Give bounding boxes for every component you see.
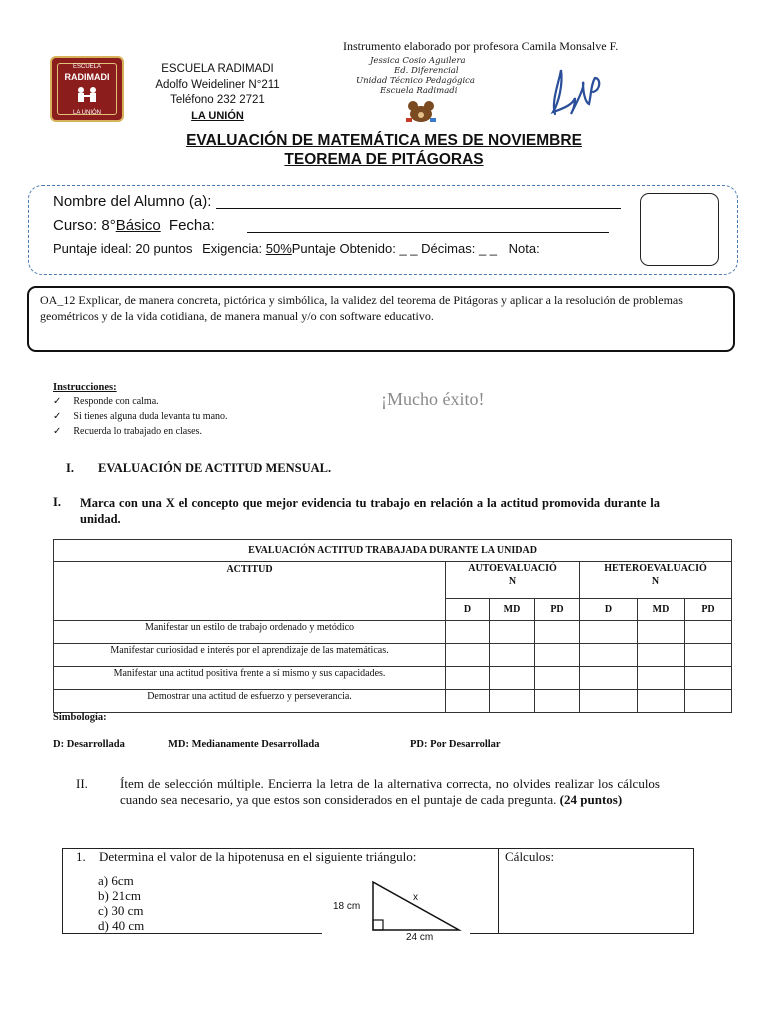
section2-instructions: Ítem de selección múltiple. Encierra la letra de la alternativa correcta, no olvides realizar los cálculos cuando sea necesario, ya que estos son considerados en el puntaje de cada pregunta. — [120, 776, 660, 807]
school-city: LA UNIÓN — [191, 109, 244, 122]
logo-top-text: ESCUELA — [72, 64, 101, 70]
col-autoevaluacion: AUTOEVALUACIÓ N — [446, 562, 580, 599]
sub-col: MD — [490, 599, 535, 621]
instruction-item: ✓ Si tienes alguna duda levanta tu mano. — [53, 411, 228, 422]
student-name-field[interactable] — [216, 208, 621, 209]
school-name: ESCUELA RADIMADI — [161, 63, 274, 75]
option-a[interactable]: a) 6cm — [98, 873, 134, 888]
stamp-line: Unidad Técnico Pedagógica — [356, 76, 476, 86]
exigencia-value: 50% — [265, 241, 292, 256]
score-ideal: Puntaje ideal: 20 puntos — [53, 241, 193, 256]
course-field — [53, 217, 215, 234]
sub-col: D — [580, 599, 638, 621]
instruction-item: ✓ Recuerda lo trabajado en clases. — [53, 426, 202, 437]
calculations-area[interactable] — [500, 866, 692, 932]
course-label: Curso: 8° — [53, 217, 116, 234]
col-actitud: ACTITUD — [54, 562, 446, 621]
side-b-label: 24 cm — [406, 932, 434, 943]
attitude-label: Demostrar una actitud de esfuerzo y perseverancia. — [54, 690, 446, 713]
section1-title: EVALUACIÓN DE ACTITUD MENSUAL. — [98, 461, 332, 475]
question-1-options — [98, 873, 144, 933]
table-row — [54, 667, 732, 690]
mark-cell[interactable] — [490, 621, 535, 644]
school-address: Adolfo Weideliner N°211 — [155, 78, 280, 91]
sub-col: PD — [535, 599, 580, 621]
attitude-table-title: EVALUACIÓN ACTITUD TRABAJADA DURANTE LA UNIDAD — [54, 540, 732, 562]
attitude-label: Manifestar curiosidad e interés por el aprendizaje de las matemáticas. — [54, 644, 446, 667]
item1-text: Marca con una X el concepto que mejor evidencia tu trabajo en relación a la actitud promovida durante la unidad. — [80, 496, 660, 526]
children-emblem-icon — [72, 86, 102, 104]
mark-cell[interactable] — [490, 644, 535, 667]
exam-title: EVALUACIÓN DE MATEMÁTICA MES DE NOVIEMBRE — [186, 132, 582, 149]
mark-cell[interactable] — [685, 621, 732, 644]
mark-cell[interactable] — [446, 644, 490, 667]
mark-cell[interactable] — [446, 667, 490, 690]
check-icon: ✓ — [53, 426, 62, 437]
check-icon: ✓ — [53, 411, 62, 422]
school-logo — [50, 56, 124, 122]
date-field[interactable] — [247, 232, 609, 233]
symbology-d: D: Desarrollada — [53, 739, 125, 750]
mark-cell[interactable] — [446, 621, 490, 644]
calculations-label: Cálculos: — [505, 849, 555, 864]
section2-text — [120, 776, 660, 808]
logo-name-text: RADIMADI — [64, 72, 110, 82]
course-value: Básico — [115, 217, 161, 234]
mark-cell[interactable] — [535, 621, 580, 644]
score-obtained: Puntaje Obtenido: _ _ — [291, 241, 418, 256]
instruction-item: ✓ Responde con calma. — [53, 396, 159, 407]
sub-col: MD — [638, 599, 685, 621]
mark-cell[interactable] — [580, 621, 638, 644]
mark-cell[interactable] — [685, 667, 732, 690]
question-1-number: 1. — [76, 849, 86, 864]
exam-subtitle: TEOREMA DE PITÁGORAS — [284, 151, 484, 168]
date-label: Fecha: — [168, 217, 215, 234]
mark-cell[interactable] — [638, 667, 685, 690]
school-phone: Teléfono 232 2721 — [170, 94, 265, 106]
section2-points: (24 puntos) — [559, 792, 623, 807]
author-credit: Instrumento elaborado por profesora Camila Monsalve F. — [343, 39, 619, 53]
section1-numeral: I. — [66, 461, 74, 475]
question-1-text: Determina el valor de la hipotenusa en el siguiente triángulo: — [99, 849, 417, 864]
section2-numeral: II. — [76, 776, 88, 791]
mark-cell[interactable] — [535, 690, 580, 713]
side-a-label: 18 cm — [333, 901, 361, 912]
student-name-label: Nombre del Alumno (a): — [53, 193, 212, 210]
sub-col: PD — [685, 599, 732, 621]
mark-cell[interactable] — [685, 644, 732, 667]
mark-cell[interactable] — [638, 621, 685, 644]
table-row — [54, 644, 732, 667]
mark-cell[interactable] — [580, 690, 638, 713]
col-heteroevaluacion: HETEROEVALUACIÓ N — [580, 562, 732, 599]
signature-image — [545, 62, 605, 122]
stamp-line: Jessica Cosio Aguilera — [370, 56, 466, 66]
mark-cell[interactable] — [535, 667, 580, 690]
mark-cell[interactable] — [490, 667, 535, 690]
attitude-label: Manifestar una actitud positiva frente a sí mismo y sus capacidades. — [54, 667, 446, 690]
option-b[interactable]: b) 21cm — [98, 888, 141, 903]
utp-stamp — [356, 56, 475, 96]
option-c[interactable]: c) 30 cm — [98, 903, 144, 918]
mark-cell[interactable] — [580, 667, 638, 690]
table-row — [54, 621, 732, 644]
mark-cell[interactable] — [535, 644, 580, 667]
good-luck-text: ¡Mucho éxito! — [381, 389, 485, 409]
sub-col: D — [446, 599, 490, 621]
mark-cell[interactable] — [638, 690, 685, 713]
attitude-table — [53, 539, 732, 713]
stamp-line: Ed. Diferencial — [394, 66, 459, 76]
score-line — [53, 241, 540, 256]
bear-mascot-icon — [404, 98, 438, 124]
decimas: Décimas: _ _ — [421, 241, 498, 256]
objective-text: OA_12 Explicar, de manera concreta, pictórica y simbólica, la validez del teorema de Pitágoras y aplicar a la resolución de problemas geométricos y de la vida cotidiana, de manera manual y/o con software educativo. — [40, 293, 683, 323]
option-d[interactable]: d) 40 cm — [98, 918, 145, 933]
mark-cell[interactable] — [446, 690, 490, 713]
item1-number: I. — [53, 495, 61, 509]
triangle-figure — [322, 868, 470, 948]
school-info — [130, 62, 305, 124]
attitude-label: Manifestar un estilo de trabajo ordenado y metódico — [54, 621, 446, 644]
stamp-line: Escuela Radimadi — [380, 86, 458, 96]
mark-cell[interactable] — [490, 690, 535, 713]
check-icon: ✓ — [53, 396, 62, 407]
symbology-title: Simbología: — [53, 712, 107, 723]
mark-cell[interactable] — [580, 644, 638, 667]
instructions-title: Instrucciones: — [53, 382, 117, 393]
calc-divider — [498, 848, 499, 934]
mark-cell[interactable] — [685, 690, 732, 713]
instructions-list — [53, 394, 228, 439]
exigencia-label: Exigencia: — [202, 241, 263, 256]
nota-label: Nota: — [508, 241, 540, 256]
symbology-md: MD: Medianamente Desarrollada — [168, 739, 320, 750]
hypotenuse-label: x — [413, 892, 418, 903]
logo-bottom-text: LA UNIÓN — [72, 110, 101, 116]
symbology-pd: PD: Por Desarrollar — [410, 739, 501, 750]
grade-box[interactable] — [640, 193, 719, 266]
table-row — [54, 690, 732, 713]
mark-cell[interactable] — [638, 644, 685, 667]
